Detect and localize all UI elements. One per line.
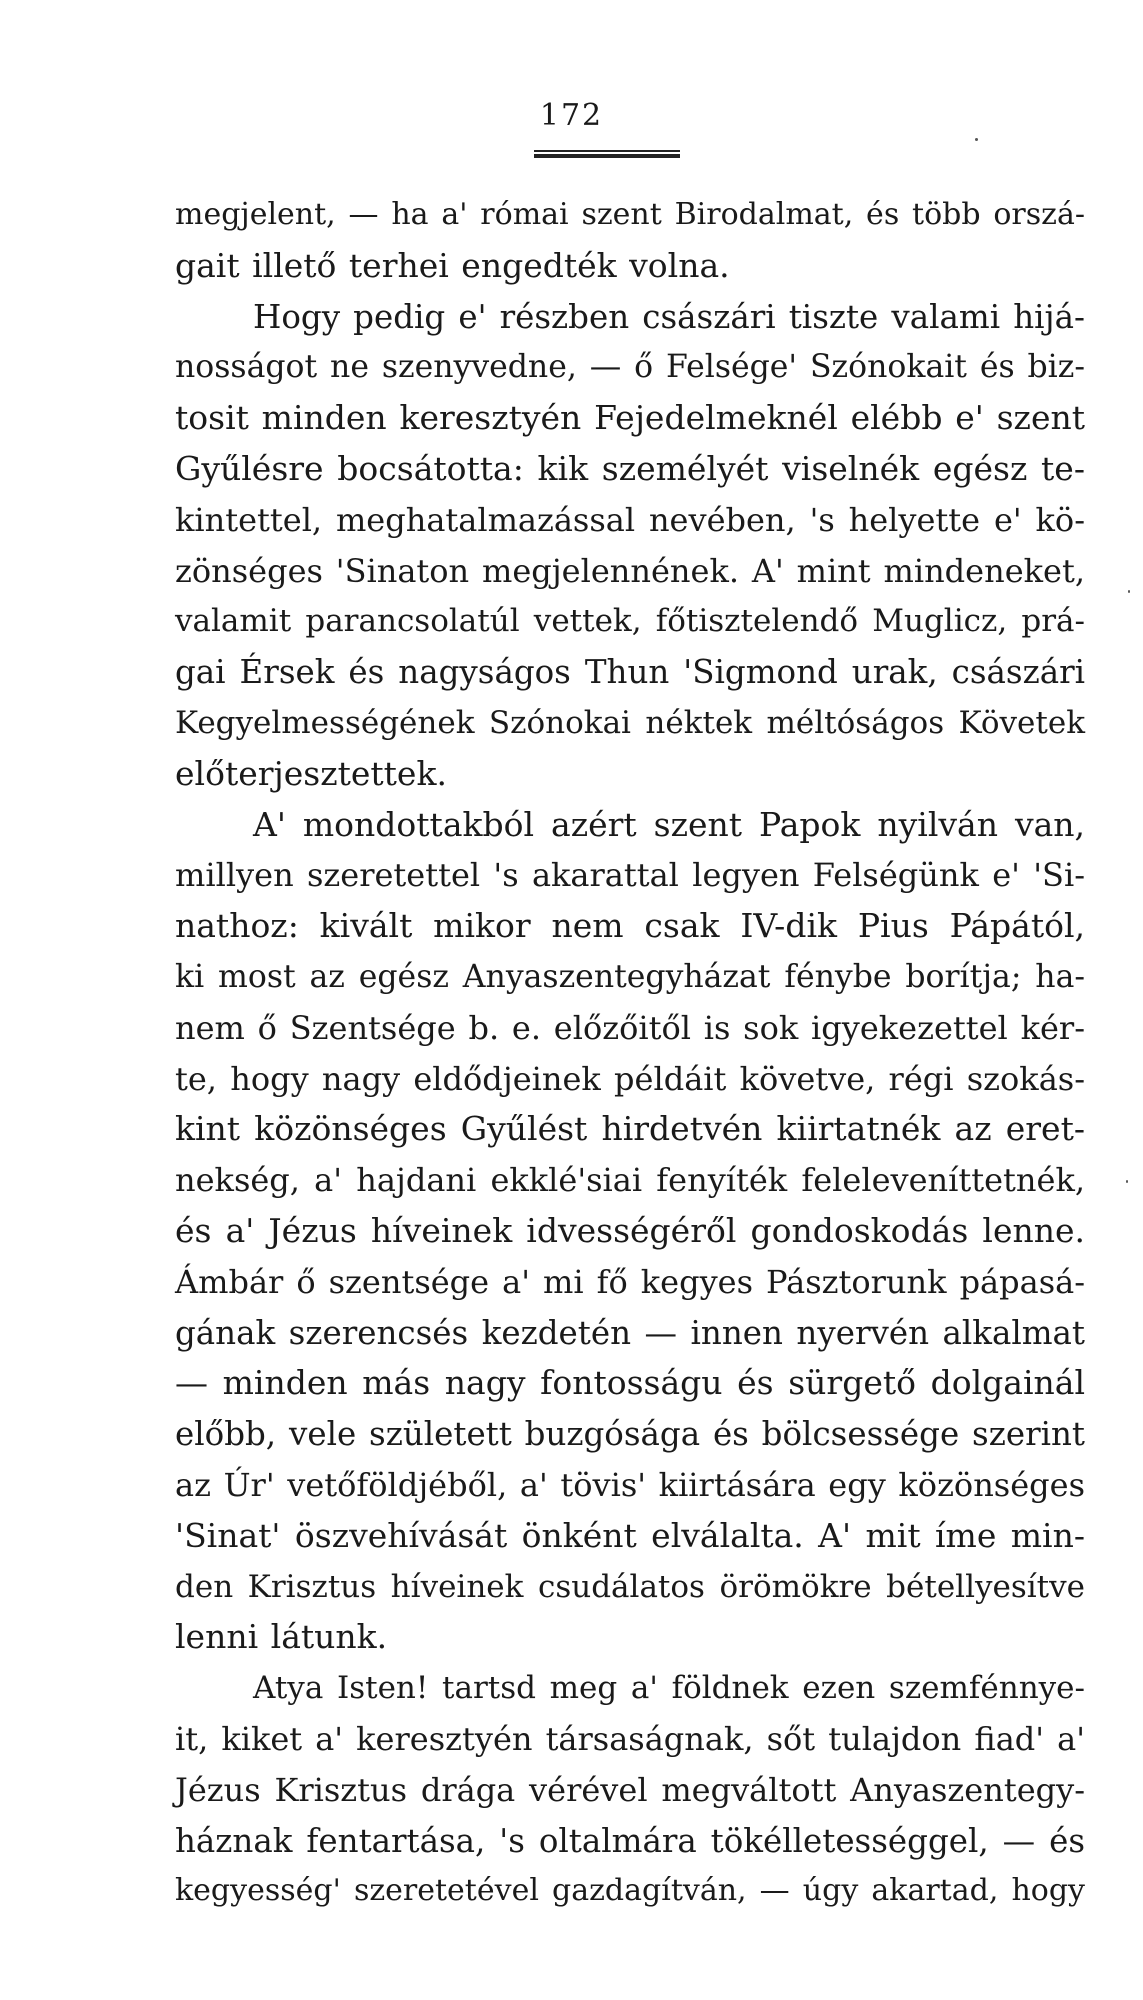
text-line: kint közönséges Gyűlést hirdetvén kiirtatnék az eret- [175,1109,1085,1149]
text-line: ki most az egész Anyaszentegyházat fénybe borítja; ha- [175,958,1085,995]
text-line: Kegyelmességének Szónokai néktek méltóságos Követek [175,704,1085,741]
text-line: gai Érsek és nagyságos Thun 'Sigmond urak, császári [175,653,1085,692]
paragraph [175,292,1085,800]
text-line: háznak fentartása, 's oltalmára tökélletességgel, — és [175,1821,1085,1860]
paragraph [175,190,1085,292]
text-line: nosságot ne szenyvedne, — ő Felsége' Szónokait és biz- [175,349,1085,386]
text-line: te, hogy nagy eldődjeinek példáit követve, régi szokás- [175,1059,1085,1098]
text-line: A' mondottakból azért szent Papok nyilván van, [253,804,1085,844]
text-line: nathoz: kivált mikor nem csak IV-dik Pius Pápától, [175,906,1085,946]
text-line: tosit minden keresztyén Fejedelmeknél elébb e' szent [175,398,1085,438]
text-line: den Krisztus híveinek csudálatos örömökre bétellyesítve [175,1568,1085,1605]
text-line: megjelent, — ha a' római szent Birodalmat, és több orszá- [175,197,1085,232]
print-speck [1128,590,1130,593]
text-line: előbb, vele született buzgósága és bölcsessége szerint [175,1415,1085,1454]
text-line: nekség, a' hajdani ekklé'siai fenyíték feleleveníttetnék, [175,1161,1085,1200]
print-speck [1126,1180,1128,1183]
text-line: kegyesség' szeretetével gazdagítván, — úgy akartad, hogy [175,1873,1085,1909]
text-line: 'Sinat' öszvehívását önként elválalta. A' mit íme min- [175,1515,1085,1555]
text-line: — minden más nagy fontosságu és sürgető dolgainál [175,1363,1085,1403]
paragraph [175,1663,1085,1917]
print-speck [975,138,978,141]
text-line: előterjesztettek. [175,753,447,793]
text-line: Hogy pedig e' részben császári tiszte valami hijá- [253,297,1085,336]
text-line: zönséges 'Sinaton megjelennének. A' mint mindeneket, [175,551,1085,590]
text-line: kintettel, meghatalmazással nevében, 's helyette e' kö- [175,500,1085,539]
text-line: lenni látunk. [175,1617,388,1657]
text-line: az Úr' vetőföldjéből, a' tövis' kiirtására egy közönséges [175,1465,1085,1504]
text-line: Jézus Krisztus drága vérével megváltott Anyaszentegy- [175,1770,1085,1809]
text-line: millyen szeretettel 's akarattal legyen Felségünk e' 'Si- [175,856,1085,895]
text-line: it, kiket a' keresztyén társaságnak, sőt tulajdon fiad' a' [175,1719,1085,1758]
page-number: 172 [539,98,604,133]
text-line: és a' Jézus híveinek idvességéről gondoskodás lenne. [175,1210,1085,1250]
text-line: gait illető terhei engedték volna. [175,245,730,285]
body-text [175,190,1085,1917]
header-rule [534,150,680,158]
paragraph [175,800,1085,1664]
text-line: nem ő Szentsége b. e. előzőitől is sok igyekezettel kér- [175,1008,1085,1047]
text-line: Gyűlésre bocsátotta: kik személyét viselnék egész te- [175,448,1085,488]
text-line: Atya Isten! tartsd meg a' földnek ezen szemfénnye- [253,1670,1085,1707]
text-line: valamit parancsolatúl vettek, főtisztelendő Muglicz, prá- [175,603,1085,640]
text-line: gának szerencsés kezdetén — innen nyervén alkalmat [175,1313,1085,1352]
text-line: Ámbár ő szentsége a' mi fő kegyes Pásztorunk pápasá- [175,1262,1085,1301]
